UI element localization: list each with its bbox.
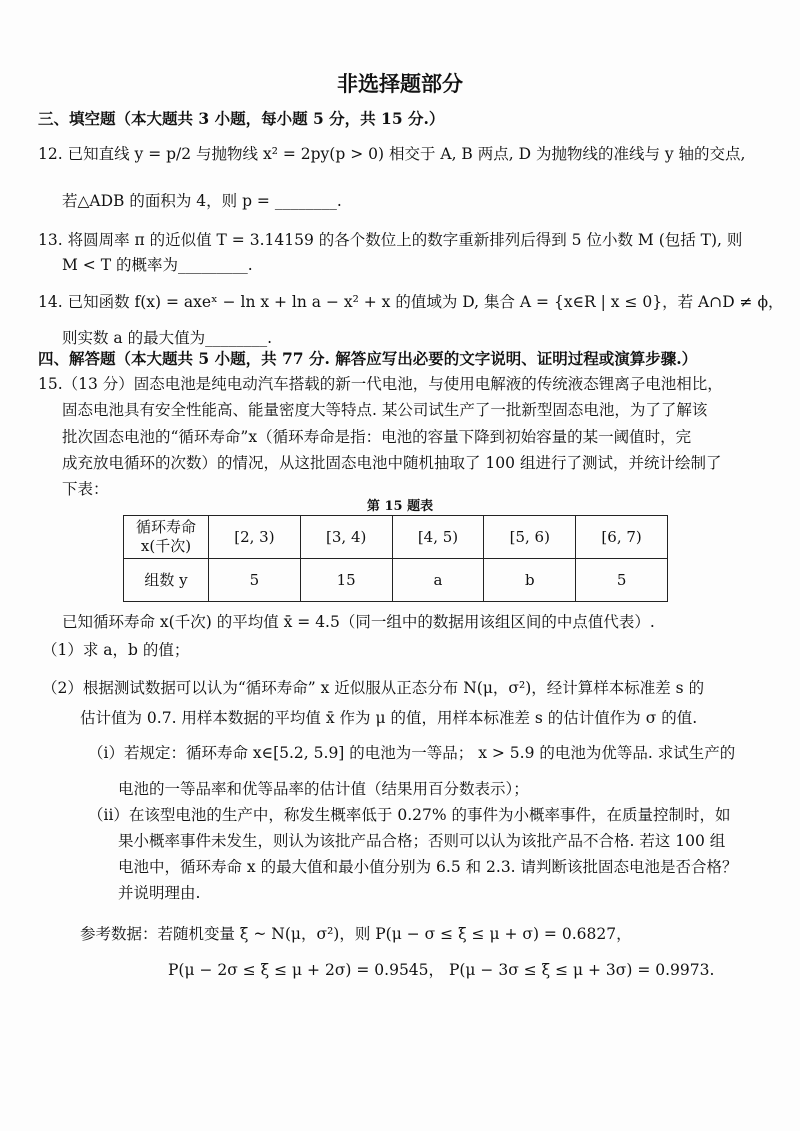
q15-line2: 固态电池具有安全性能高、能量密度大等特点. 某公司试生产了一批新型固态电池，为了了解该: [62, 401, 708, 419]
row-label-cell: 组数 y: [124, 559, 209, 602]
interval-cell: [3, 4): [300, 516, 392, 559]
part2-line1: （2）根据测试数据可以认为“循环寿命” x 近似服从正态分布 N(μ，σ²)，经计算样本标准差 s 的: [42, 679, 705, 697]
q15-line5: 下表：: [62, 480, 109, 498]
mean-statement: 已知循环寿命 x(千次) 的平均值 x̄ = 4.5（同一组中的数据用该组区间的中点值代表）.: [62, 613, 655, 631]
section-4-heading: 四、解答题（本大题共 5 小题，共 77 分. 解答应写出必要的文字说明、证明过程或演算步骤.）: [38, 349, 698, 368]
part1: （1）求 a，b 的值；: [42, 641, 190, 659]
page-title: 非选择题部分: [337, 71, 463, 96]
interval-cell: [2, 3): [209, 516, 301, 559]
count-cell: 15: [300, 559, 392, 602]
interval-cell: [5, 6): [484, 516, 576, 559]
q15-line4: 成充放电循环的次数）的情况，从这批固态电池中随机抽取了 100 组进行了测试，并统计绘制了: [62, 454, 722, 472]
header-cell: 循环寿命 x(千次): [124, 516, 209, 559]
q14-line2: 则实数 a 的最大值为________.: [62, 329, 273, 347]
table-row: [124, 559, 668, 602]
part2i-line2: 电池的一等品率和优等品率的估计值（结果用百分数表示）；: [118, 780, 529, 798]
part2ii-line4: 并说明理由.: [118, 884, 201, 902]
part2ii-line2: 果小概率事件未发生，则认为该批产品合格；否则可以认为该批产品不合格. 若这 100 组: [118, 832, 726, 850]
part2ii-line1: （ii）在该型电池的生产中，称发生概率低于 0.27% 的事件为小概率事件，在质量控制时，如: [88, 806, 731, 824]
table-caption: 第 15 题表: [366, 499, 434, 514]
q13-line2: M < T 的概率为_________.: [62, 256, 253, 274]
part2ii-line3: 电池中，循环寿命 x 的最大值和最小值分别为 6.5 和 2.3. 请判断该批固态电池是否合格？: [118, 858, 738, 876]
q15-line1: 15.（13 分）固态电池是纯电动汽车搭载的新一代电池，与使用电解液的传统液态锂离子电池相比，: [38, 375, 723, 393]
part2-line2: 估计值为 0.7. 用样本数据的平均值 x̄ 作为 μ 的值，用样本标准差 s 的估计值作为 σ 的值.: [80, 709, 698, 727]
data-table: [123, 515, 668, 602]
part2i-line1: （i）若规定：循环寿命 x∈[5.2, 5.9] 的电池为一等品； x > 5.9 的电池为优等品. 求试生产的: [88, 744, 736, 762]
count-cell: 5: [209, 559, 301, 602]
q14-line1: 14. 已知函数 f(x) = axeˣ − ln x + ln a − x² + x 的值域为 D, 集合 A = {x∈R | x ≤ 0}，若 A∩D ≠ ϕ，: [38, 293, 784, 311]
count-cell: 5: [576, 559, 668, 602]
table-row: [124, 516, 668, 559]
q12-line1: 12. 已知直线 y = p/2 与抛物线 x² = 2py(p > 0) 相交于 A, B 两点, D 为抛物线的准线与 y 轴的交点,: [38, 145, 746, 163]
q13-line1: 13. 将圆周率 π 的近似值 T = 3.14159 的各个数位上的数字重新排列后得到 5 位小数 M (包括 T), 则: [38, 231, 743, 249]
interval-cell: [6, 7): [576, 516, 668, 559]
q15-line3: 批次固态电池的“循环寿命”x（循环寿命是指：电池的容量下降到初始容量的某一阈值时，完: [62, 428, 692, 446]
count-cell: a: [392, 559, 484, 602]
section-3-heading: 三、填空题（本大题共 3 小题，每小题 5 分，共 15 分.）: [38, 109, 445, 128]
reference-line2: P(μ − 2σ ≤ ξ ≤ μ + 2σ) = 0.9545， P(μ − 3σ ≤ ξ ≤ μ + 3σ) = 0.9973.: [168, 961, 715, 979]
q12-line2: 若△ADB 的面积为 4，则 p = ________.: [62, 192, 342, 210]
interval-cell: [4, 5): [392, 516, 484, 559]
reference-line1: 参考数据：若随机变量 ξ ~ N(μ，σ²)，则 P(μ − σ ≤ ξ ≤ μ + σ) = 0.6827，: [80, 925, 632, 943]
count-cell: b: [484, 559, 576, 602]
